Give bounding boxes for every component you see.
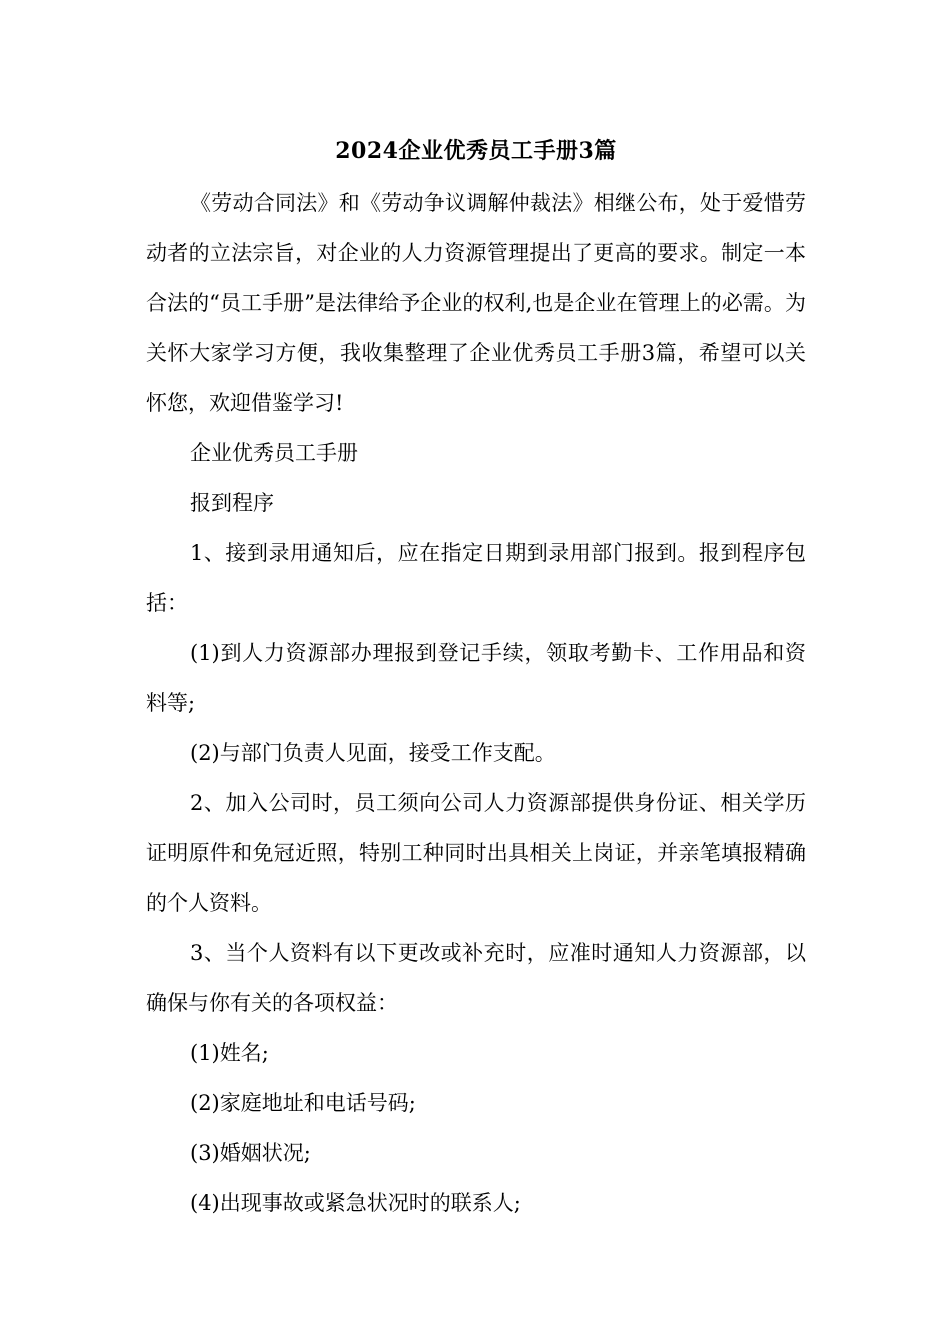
list-item: 1、接到录用通知后，应在指定日期到录用部门报到。报到程序包括： — [146, 541, 806, 615]
section-heading: 企业优秀员工手册 — [190, 441, 358, 465]
list-item: 2、加入公司时，员工须向公司人力资源部提供身份证、相关学历证明原件和免冠近照，特别工种同时出具相关上岗证，并亲笔填报精确的个人资料。 — [146, 791, 806, 915]
list-item: (2)与部门负责人见面，接受工作支配。 — [190, 741, 556, 765]
list-item: (1)到人力资源部办理报到登记手续，领取考勤卡、工作用品和资料等; — [146, 641, 806, 715]
list-item: 3、当个人资料有以下更改或补充时，应准时通知人力资源部，以确保与你有关的各项权益： — [146, 941, 806, 1015]
list-item: (1)姓名; — [190, 1041, 269, 1065]
subsection-heading: 报到程序 — [190, 491, 274, 515]
document-page — [146, 126, 806, 1228]
document-title: 2024企业优秀员工手册3篇 — [335, 138, 617, 164]
list-item: (2)家庭地址和电话号码; — [190, 1091, 416, 1115]
list-item: (4)出现事故或紧急状况时的联系人; — [190, 1191, 521, 1215]
list-item: (3)婚姻状况; — [190, 1141, 311, 1165]
intro-paragraph: 《劳动合同法》和《劳动争议调解仲裁法》相继公布，处于爱惜劳动者的立法宗旨，对企业的人力资源管理提出了更高的要求。制定一本合法的“员工手册”是法律给予企业的权利,也是企业在管理上的必需。为关怀大家学习方便，我收集整理了企业优秀员工手册3篇，希望可以关怀您，欢迎借鉴学习! — [146, 191, 806, 415]
